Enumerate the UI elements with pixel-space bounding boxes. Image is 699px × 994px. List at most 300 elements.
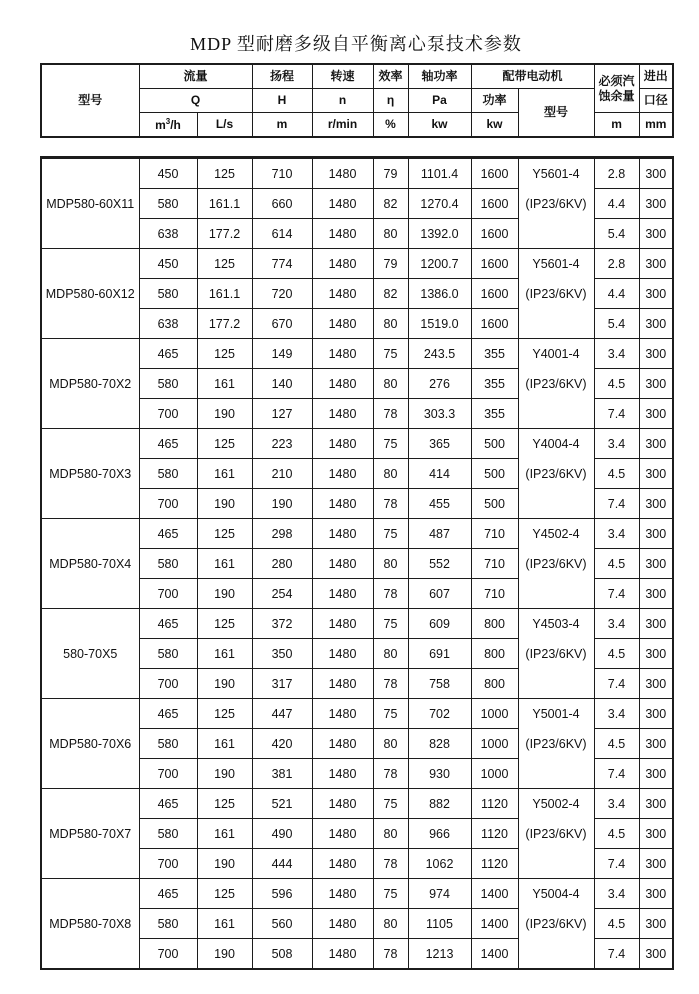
shaft-power-cell: 691: [408, 639, 471, 669]
motor-model-line1: Y5004-4: [532, 887, 580, 901]
efficiency-cell: 78: [373, 579, 408, 609]
flow-m3h-cell: 700: [139, 939, 197, 970]
npsh-cell: 7.4: [594, 579, 639, 609]
port-cell: 300: [639, 789, 673, 819]
motor-model-line1: Y5601-4: [532, 257, 580, 271]
efficiency-cell: 78: [373, 399, 408, 429]
efficiency-cell: 78: [373, 939, 408, 970]
port-cell: 300: [639, 189, 673, 219]
flow-m3h-cell: 700: [139, 759, 197, 789]
flow-ls-cell: 125: [197, 699, 252, 729]
head-cell: 420: [252, 729, 312, 759]
motor-power-cell: 500: [471, 489, 518, 519]
port-cell: 300: [639, 819, 673, 849]
motor-model-line1: Y4001-4: [532, 347, 580, 361]
port-cell: 300: [639, 939, 673, 970]
flow-ls-cell: 161: [197, 729, 252, 759]
npsh-cell: 4.5: [594, 639, 639, 669]
speed-cell: 1480: [312, 639, 373, 669]
motor-power-cell: 1600: [471, 279, 518, 309]
motor-power-cell: 800: [471, 639, 518, 669]
motor-power-cell: 1600: [471, 189, 518, 219]
npsh-cell: 4.5: [594, 729, 639, 759]
port-cell: 300: [639, 399, 673, 429]
col-header-efficiency: 效率: [373, 64, 408, 89]
motor-model-cell: [518, 429, 594, 519]
flow-m3h-cell: 580: [139, 549, 197, 579]
motor-power-cell: 1400: [471, 909, 518, 939]
flow-m3h-cell: 450: [139, 249, 197, 279]
motor-power-cell: 1400: [471, 879, 518, 909]
head-cell: 490: [252, 819, 312, 849]
head-cell: 710: [252, 158, 312, 189]
flow-m3h-cell: 450: [139, 158, 197, 189]
npsh-label-line1: 必须汽: [598, 73, 635, 88]
pump-row: [41, 158, 673, 189]
head-cell: 149: [252, 339, 312, 369]
efficiency-cell: 80: [373, 819, 408, 849]
col-header-motor-power: 功率: [471, 89, 518, 113]
npsh-cell: 3.4: [594, 339, 639, 369]
motor-power-cell: 1600: [471, 309, 518, 339]
motor-model-line2: (IP23/6KV): [525, 827, 587, 841]
flow-ls-cell: 190: [197, 579, 252, 609]
efficiency-cell: 75: [373, 699, 408, 729]
shaft-power-cell: 552: [408, 549, 471, 579]
port-cell: 300: [639, 249, 673, 279]
port-cell: 300: [639, 339, 673, 369]
motor-model-line1: Y5002-4: [532, 797, 580, 811]
head-cell: 660: [252, 189, 312, 219]
flow-m3h-cell: 638: [139, 309, 197, 339]
efficiency-cell: 78: [373, 489, 408, 519]
col-header-model: 型号: [41, 64, 139, 137]
unit-speed: r/min: [312, 113, 373, 138]
shaft-power-cell: 758: [408, 669, 471, 699]
port-cell: 300: [639, 489, 673, 519]
motor-model-line2: (IP23/6KV): [525, 917, 587, 931]
efficiency-cell: 80: [373, 729, 408, 759]
port-cell: 300: [639, 369, 673, 399]
flow-ls-cell: 190: [197, 489, 252, 519]
pump-data-table: [40, 156, 674, 970]
motor-power-cell: 1000: [471, 759, 518, 789]
speed-cell: 1480: [312, 459, 373, 489]
npsh-cell: 3.4: [594, 789, 639, 819]
header-table: [40, 63, 674, 138]
efficiency-cell: 75: [373, 429, 408, 459]
flow-ls-cell: 161: [197, 639, 252, 669]
symbol-efficiency: η: [373, 89, 408, 113]
speed-cell: 1480: [312, 489, 373, 519]
motor-power-cell: 1600: [471, 219, 518, 249]
pump-row: [41, 249, 673, 279]
model-cell: MDP580-70X8: [41, 879, 139, 970]
pump-row: [41, 519, 673, 549]
flow-m3h-cell: 700: [139, 669, 197, 699]
flow-ls-cell: 161: [197, 369, 252, 399]
motor-model-cell: [518, 609, 594, 699]
flow-ls-cell: 190: [197, 849, 252, 879]
shaft-power-cell: 455: [408, 489, 471, 519]
port-cell: 300: [639, 579, 673, 609]
head-cell: 140: [252, 369, 312, 399]
shaft-power-cell: 1392.0: [408, 219, 471, 249]
shaft-power-cell: 702: [408, 699, 471, 729]
head-cell: 280: [252, 549, 312, 579]
efficiency-cell: 75: [373, 609, 408, 639]
speed-cell: 1480: [312, 609, 373, 639]
head-cell: 190: [252, 489, 312, 519]
flow-ls-cell: 125: [197, 339, 252, 369]
head-cell: 444: [252, 849, 312, 879]
speed-cell: 1480: [312, 279, 373, 309]
npsh-cell: 3.4: [594, 699, 639, 729]
speed-cell: 1480: [312, 759, 373, 789]
shaft-power-cell: 930: [408, 759, 471, 789]
col-header-port-line2: 口径: [639, 89, 673, 113]
head-cell: 372: [252, 609, 312, 639]
speed-cell: 1480: [312, 339, 373, 369]
flow-m3h-cell: 638: [139, 219, 197, 249]
model-cell: MDP580-70X4: [41, 519, 139, 609]
model-cell: 580-70X5: [41, 609, 139, 699]
efficiency-cell: 78: [373, 759, 408, 789]
head-cell: 254: [252, 579, 312, 609]
motor-power-cell: 800: [471, 609, 518, 639]
speed-cell: 1480: [312, 669, 373, 699]
npsh-cell: 4.4: [594, 189, 639, 219]
port-cell: 300: [639, 699, 673, 729]
efficiency-cell: 75: [373, 339, 408, 369]
shaft-power-cell: 303.3: [408, 399, 471, 429]
npsh-cell: 5.4: [594, 309, 639, 339]
efficiency-cell: 80: [373, 639, 408, 669]
flow-m3h-cell: 580: [139, 369, 197, 399]
efficiency-cell: 82: [373, 279, 408, 309]
col-header-npsh: [594, 64, 639, 113]
model-cell: MDP580-70X2: [41, 339, 139, 429]
head-cell: 560: [252, 909, 312, 939]
efficiency-cell: 80: [373, 459, 408, 489]
speed-cell: 1480: [312, 579, 373, 609]
flow-ls-cell: 161.1: [197, 189, 252, 219]
unit-npsh: m: [594, 113, 639, 138]
port-cell: 300: [639, 729, 673, 759]
flow-m3h-cell: 465: [139, 429, 197, 459]
motor-power-cell: 800: [471, 669, 518, 699]
shaft-power-cell: 276: [408, 369, 471, 399]
shaft-power-cell: 414: [408, 459, 471, 489]
speed-cell: 1480: [312, 158, 373, 189]
motor-power-cell: 355: [471, 339, 518, 369]
npsh-cell: 7.4: [594, 489, 639, 519]
motor-power-cell: 500: [471, 429, 518, 459]
head-cell: 720: [252, 279, 312, 309]
head-cell: 614: [252, 219, 312, 249]
motor-model-cell: [518, 158, 594, 249]
pump-row: [41, 429, 673, 459]
speed-cell: 1480: [312, 789, 373, 819]
npsh-cell: 4.5: [594, 549, 639, 579]
motor-power-cell: 355: [471, 399, 518, 429]
flow-ls-cell: 125: [197, 158, 252, 189]
npsh-cell: 3.4: [594, 879, 639, 909]
efficiency-cell: 79: [373, 158, 408, 189]
pump-row: [41, 789, 673, 819]
flow-m3h-cell: 580: [139, 909, 197, 939]
npsh-cell: 7.4: [594, 759, 639, 789]
npsh-label-line2: 蚀余量: [598, 88, 635, 103]
shaft-power-cell: 607: [408, 579, 471, 609]
motor-model-line1: Y5001-4: [532, 707, 580, 721]
model-cell: MDP580-70X7: [41, 789, 139, 879]
unit-head: m: [252, 113, 312, 138]
speed-cell: 1480: [312, 249, 373, 279]
flow-ls-cell: 125: [197, 249, 252, 279]
col-header-port-line1: 进出: [639, 64, 673, 89]
flow-ls-cell: 161: [197, 909, 252, 939]
port-cell: 300: [639, 309, 673, 339]
head-cell: 670: [252, 309, 312, 339]
npsh-cell: 4.4: [594, 279, 639, 309]
flow-m3h-cell: 580: [139, 279, 197, 309]
port-cell: 300: [639, 219, 673, 249]
flow-m3h-cell: 465: [139, 339, 197, 369]
speed-cell: 1480: [312, 729, 373, 759]
col-header-flow: 流量: [139, 64, 252, 89]
shaft-power-cell: 1519.0: [408, 309, 471, 339]
speed-cell: 1480: [312, 519, 373, 549]
head-cell: 508: [252, 939, 312, 970]
head-cell: 596: [252, 879, 312, 909]
npsh-cell: 3.4: [594, 429, 639, 459]
speed-cell: 1480: [312, 819, 373, 849]
speed-cell: 1480: [312, 699, 373, 729]
npsh-cell: 4.5: [594, 909, 639, 939]
motor-model-line2: (IP23/6KV): [525, 197, 587, 211]
flow-m3h-cell: 580: [139, 189, 197, 219]
speed-cell: 1480: [312, 309, 373, 339]
motor-power-cell: 1600: [471, 249, 518, 279]
unit-m3h-sup: 3: [165, 116, 171, 126]
speed-cell: 1480: [312, 429, 373, 459]
symbol-flow: Q: [139, 89, 252, 113]
head-cell: 447: [252, 699, 312, 729]
flow-ls-cell: 161: [197, 819, 252, 849]
flow-ls-cell: 177.2: [197, 219, 252, 249]
shaft-power-cell: 609: [408, 609, 471, 639]
head-cell: 381: [252, 759, 312, 789]
flow-ls-cell: 190: [197, 939, 252, 970]
head-cell: 774: [252, 249, 312, 279]
motor-power-cell: 355: [471, 369, 518, 399]
speed-cell: 1480: [312, 939, 373, 970]
npsh-cell: 7.4: [594, 669, 639, 699]
pump-row: [41, 609, 673, 639]
motor-model-line2: (IP23/6KV): [525, 377, 587, 391]
npsh-cell: 7.4: [594, 849, 639, 879]
npsh-cell: 4.5: [594, 459, 639, 489]
shaft-power-cell: 1386.0: [408, 279, 471, 309]
port-cell: 300: [639, 429, 673, 459]
shaft-power-cell: 1062: [408, 849, 471, 879]
model-cell: MDP580-60X12: [41, 249, 139, 339]
shaft-power-cell: 1105: [408, 909, 471, 939]
flow-m3h-cell: 700: [139, 489, 197, 519]
motor-power-cell: 1000: [471, 729, 518, 759]
pump-row: [41, 699, 673, 729]
shaft-power-cell: 1101.4: [408, 158, 471, 189]
head-cell: 521: [252, 789, 312, 819]
npsh-cell: 2.8: [594, 158, 639, 189]
motor-model-line2: (IP23/6KV): [525, 647, 587, 661]
shaft-power-cell: 828: [408, 729, 471, 759]
motor-model-cell: [518, 249, 594, 339]
flow-ls-cell: 161.1: [197, 279, 252, 309]
efficiency-cell: 80: [373, 219, 408, 249]
npsh-cell: 7.4: [594, 399, 639, 429]
motor-model-line1: Y4502-4: [532, 527, 580, 541]
unit-shaft-power: kw: [408, 113, 471, 138]
flow-ls-cell: 161: [197, 459, 252, 489]
motor-power-cell: 1120: [471, 789, 518, 819]
efficiency-cell: 78: [373, 849, 408, 879]
motor-model-cell: [518, 879, 594, 970]
port-cell: 300: [639, 609, 673, 639]
port-cell: 300: [639, 879, 673, 909]
port-cell: 300: [639, 519, 673, 549]
unit-port: mm: [639, 113, 673, 138]
speed-cell: 1480: [312, 909, 373, 939]
col-header-head: 扬程: [252, 64, 312, 89]
motor-power-cell: 710: [471, 549, 518, 579]
motor-power-cell: 1600: [471, 158, 518, 189]
shaft-power-cell: 882: [408, 789, 471, 819]
head-cell: 127: [252, 399, 312, 429]
motor-power-cell: 710: [471, 519, 518, 549]
port-cell: 300: [639, 759, 673, 789]
motor-model-line1: Y4004-4: [532, 437, 580, 451]
motor-model-cell: [518, 339, 594, 429]
motor-model-line2: (IP23/6KV): [525, 557, 587, 571]
flow-ls-cell: 125: [197, 519, 252, 549]
motor-model-cell: [518, 699, 594, 789]
flow-m3h-cell: 700: [139, 399, 197, 429]
efficiency-cell: 78: [373, 669, 408, 699]
head-cell: 210: [252, 459, 312, 489]
head-cell: 223: [252, 429, 312, 459]
port-cell: 300: [639, 158, 673, 189]
efficiency-cell: 75: [373, 789, 408, 819]
motor-power-cell: 1000: [471, 699, 518, 729]
shaft-power-cell: 974: [408, 879, 471, 909]
motor-model-line1: Y5601-4: [532, 167, 580, 181]
motor-power-cell: 1120: [471, 819, 518, 849]
flow-ls-cell: 190: [197, 399, 252, 429]
motor-model-cell: [518, 519, 594, 609]
pump-table-body: [41, 158, 673, 970]
efficiency-cell: 80: [373, 369, 408, 399]
npsh-cell: 3.4: [594, 519, 639, 549]
shaft-power-cell: 365: [408, 429, 471, 459]
unit-motor-power: kw: [471, 113, 518, 138]
speed-cell: 1480: [312, 369, 373, 399]
flow-m3h-cell: 465: [139, 789, 197, 819]
npsh-cell: 2.8: [594, 249, 639, 279]
pump-row: [41, 339, 673, 369]
flow-m3h-cell: 700: [139, 579, 197, 609]
flow-ls-cell: 177.2: [197, 309, 252, 339]
port-cell: 300: [639, 279, 673, 309]
flow-ls-cell: 190: [197, 759, 252, 789]
flow-m3h-cell: 465: [139, 699, 197, 729]
flow-m3h-cell: 465: [139, 879, 197, 909]
efficiency-cell: 80: [373, 549, 408, 579]
flow-ls-cell: 125: [197, 789, 252, 819]
col-header-motor: 配带电动机: [471, 64, 594, 89]
model-cell: MDP580-70X6: [41, 699, 139, 789]
speed-cell: 1480: [312, 399, 373, 429]
motor-model-cell: [518, 789, 594, 879]
npsh-cell: 4.5: [594, 819, 639, 849]
shaft-power-cell: 487: [408, 519, 471, 549]
shaft-power-cell: 1270.4: [408, 189, 471, 219]
head-cell: 350: [252, 639, 312, 669]
motor-model-line2: (IP23/6KV): [525, 287, 587, 301]
model-cell: MDP580-70X3: [41, 429, 139, 519]
efficiency-cell: 80: [373, 309, 408, 339]
speed-cell: 1480: [312, 849, 373, 879]
port-cell: 300: [639, 669, 673, 699]
motor-power-cell: 710: [471, 579, 518, 609]
speed-cell: 1480: [312, 879, 373, 909]
speed-cell: 1480: [312, 219, 373, 249]
port-cell: 300: [639, 459, 673, 489]
head-cell: 317: [252, 669, 312, 699]
header-row-1: [41, 64, 673, 89]
flow-ls-cell: 125: [197, 429, 252, 459]
npsh-cell: 7.4: [594, 939, 639, 970]
flow-m3h-cell: 580: [139, 819, 197, 849]
port-cell: 300: [639, 909, 673, 939]
pump-row: [41, 879, 673, 909]
shaft-power-cell: 1213: [408, 939, 471, 970]
npsh-cell: 4.5: [594, 369, 639, 399]
col-header-speed: 转速: [312, 64, 373, 89]
motor-model-line1: Y4503-4: [532, 617, 580, 631]
speed-cell: 1480: [312, 549, 373, 579]
shaft-power-cell: 966: [408, 819, 471, 849]
motor-power-cell: 1120: [471, 849, 518, 879]
flow-m3h-cell: 580: [139, 729, 197, 759]
speed-cell: 1480: [312, 189, 373, 219]
flow-m3h-cell: 465: [139, 519, 197, 549]
motor-power-cell: 500: [471, 459, 518, 489]
motor-model-line2: (IP23/6KV): [525, 467, 587, 481]
unit-efficiency: %: [373, 113, 408, 138]
model-cell: MDP580-60X11: [41, 158, 139, 249]
efficiency-cell: 79: [373, 249, 408, 279]
symbol-shaft-power: Pa: [408, 89, 471, 113]
shaft-power-cell: 243.5: [408, 339, 471, 369]
unit-flow-ls: L/s: [197, 113, 252, 138]
efficiency-cell: 75: [373, 519, 408, 549]
flow-ls-cell: 161: [197, 549, 252, 579]
flow-ls-cell: 125: [197, 609, 252, 639]
unit-m3h-rest: /h: [170, 117, 181, 132]
shaft-power-cell: 1200.7: [408, 249, 471, 279]
